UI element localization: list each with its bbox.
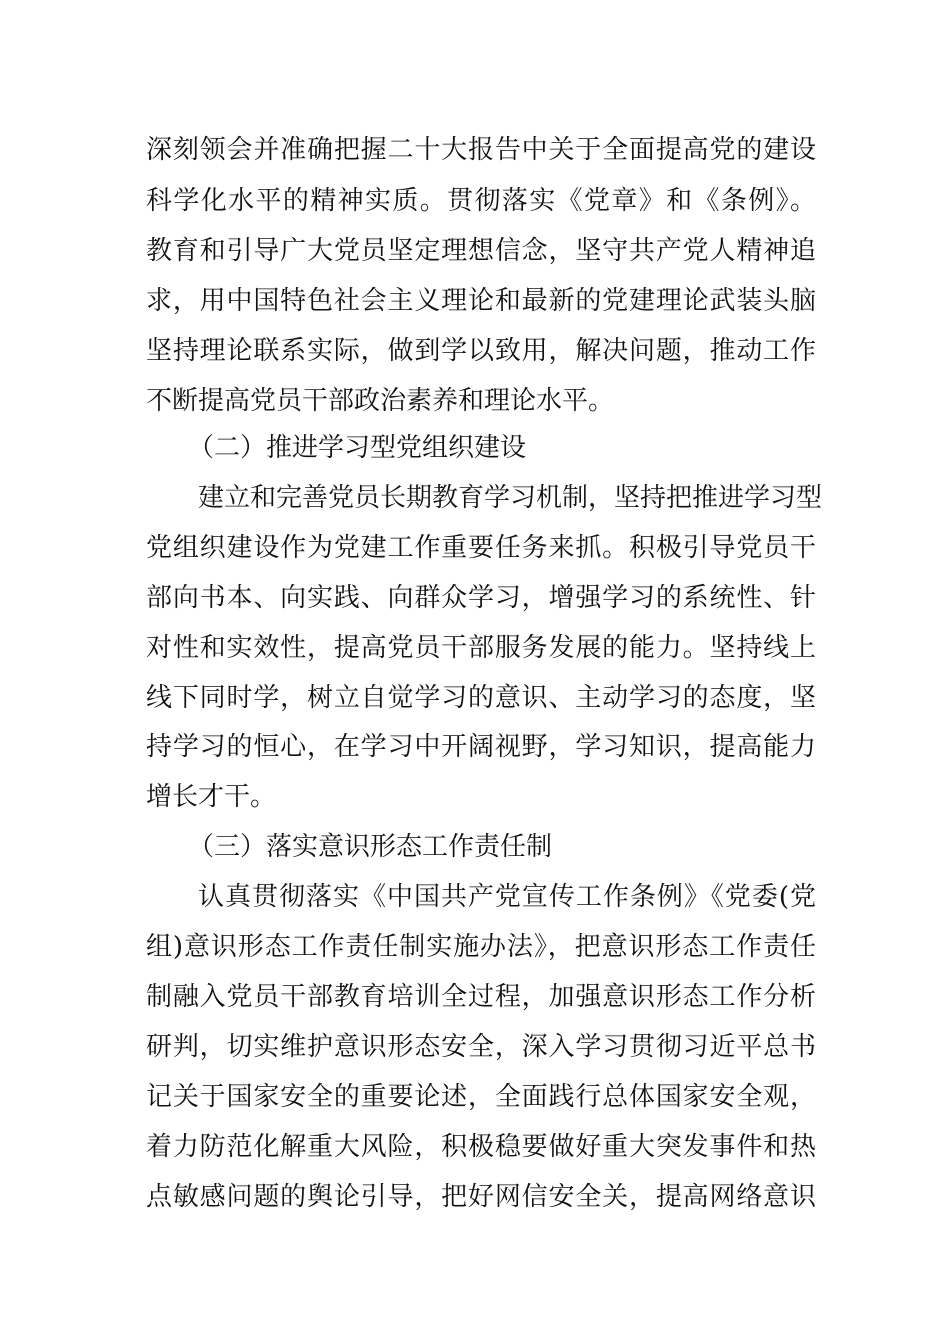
paragraph-2-line-5: 线下同时学，树立自觉学习的意识、主动学习的态度，坚 bbox=[146, 683, 816, 713]
paragraph-3-line-5: 记关于国家安全的重要论述，全面践行总体国家安全观， bbox=[146, 1082, 816, 1112]
paragraph-2-line-1: 建立和完善党员长期教育学习机制，坚持把推进学习型 bbox=[198, 483, 823, 513]
paragraph-2-line-6: 持学习的恒心，在学习中开阔视野，学习知识，提高能力 bbox=[146, 732, 816, 762]
paragraph-1-line-6: 不断提高党员干部政治素养和理论水平。 bbox=[146, 386, 615, 416]
paragraph-1-line-1: 深刻领会并准确把握二十大报告中关于全面提高党的建设 bbox=[146, 135, 816, 165]
paragraph-3-line-3: 制融入党员干部教育培训全过程，加强意识形态工作分析 bbox=[146, 982, 816, 1012]
paragraph-1-line-2: 科学化水平的精神实质。贯彻落实《党章》和《条例》。 bbox=[146, 186, 816, 216]
section-heading-2: （二）推进学习型党组织建设 bbox=[188, 433, 527, 463]
paragraph-1-line-5: 坚持理论联系实际，做到学以致用，解决问题，推动工作 bbox=[146, 336, 816, 366]
paragraph-3-line-2: 组)意识形态工作责任制实施办法》，把意识形态工作责任 bbox=[146, 932, 816, 962]
paragraph-2-line-3: 部向书本、向实践、向群众学习，增强学习的系统性、针 bbox=[146, 583, 816, 613]
section-heading-3: （三）落实意识形态工作责任制 bbox=[188, 832, 553, 862]
paragraph-2-line-7: 增长才干。 bbox=[146, 782, 277, 812]
paragraph-3-line-7: 点敏感问题的舆论引导，把好网信安全关，提高网络意识 bbox=[146, 1182, 816, 1212]
paragraph-2-line-4: 对性和实效性，提高党员干部服务发展的能力。坚持线上 bbox=[146, 633, 816, 663]
paragraph-2-line-2: 党组织建设作为党建工作重要任务来抓。积极引导党员干 bbox=[146, 533, 816, 563]
paragraph-3-line-6: 着力防范化解重大风险，积极稳要做好重大突发事件和热 bbox=[146, 1132, 816, 1162]
paragraph-1-line-4: 求，用中国特色社会主义理论和最新的党建理论武装头脑 bbox=[146, 286, 816, 316]
paragraph-3-line-1: 认真贯彻落实《中国共产党宣传工作条例》《党委(党 bbox=[198, 882, 816, 912]
paragraph-1-line-3: 教育和引导广大党员坚定理想信念，坚守共产党人精神追 bbox=[146, 236, 816, 266]
paragraph-3-line-4: 研判，切实维护意识形态安全，深入学习贯彻习近平总书 bbox=[146, 1032, 816, 1062]
